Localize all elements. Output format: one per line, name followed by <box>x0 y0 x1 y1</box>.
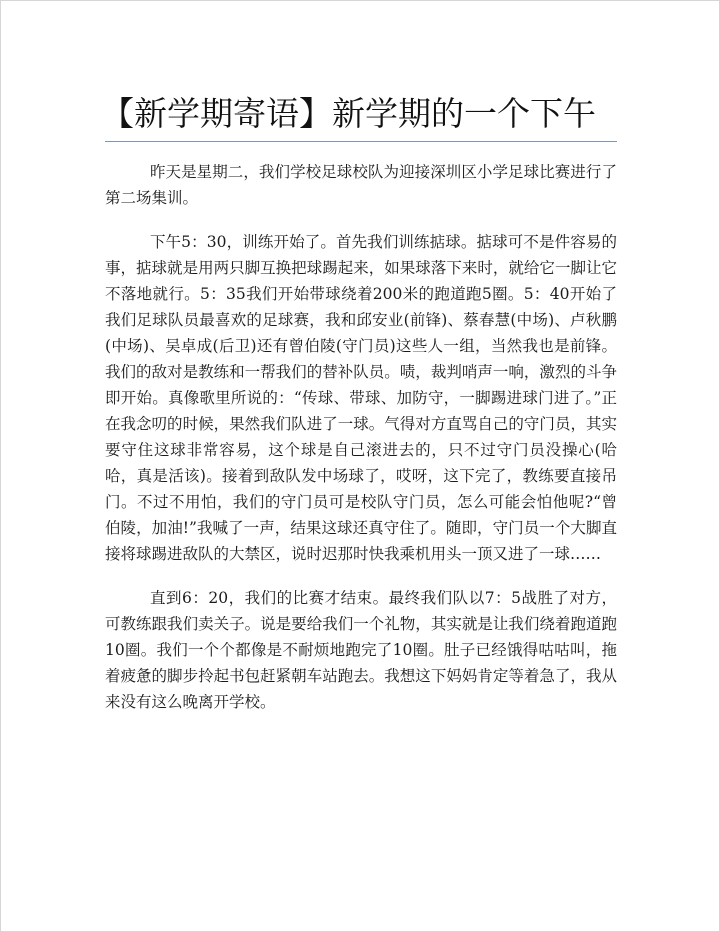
page-title: 【新学期寄语】新学期的一个下午 <box>101 94 596 133</box>
title-divider <box>105 141 617 142</box>
article-body <box>105 159 617 733</box>
paragraph-3: 直到6：20，我们的比赛才结束。最终我们队以7：5战胜了对方，可教练跟我们卖关子。说是要给我们一个礼物，其实就是让我们绕着跑道跑10圈。我们一个个都像是不耐烦地跑完了10圈。肚子已经饿得咕咕叫，拖着疲惫的脚步拎起书包赶紧朝车站跑去。我想这下妈妈肯定等着急了，我从来没有这么晚离开学校。 <box>105 589 617 711</box>
paragraph-1: 昨天是星期二，我们学校足球校队为迎接深圳区小学足球比赛进行了第二场集训。 <box>105 163 617 207</box>
paragraph-2: 下午5：30，训练开始了。首先我们训练掂球。掂球可不是件容易的事，掂球就是用两只脚互换把球踢起来，如果球落下来时，就给它一脚让它不落地就行。5：35我们开始带球绕着200米的跑道跑5圈。5：40开始了我们足球队员最喜欢的足球赛，我和邱安业(前锋)、蔡春慧(中场)、卢秋鹏(中场)、吴卓成(后卫)还有曾伯陵(守门员)这些人一组，当然我也是前锋。我们的敌对是教练和一帮我们的替补队员。啧，裁判哨声一响，激烈的斗争即开始。真像歌里所说的：“传球、带球、加防守，一脚踢进球门进了。”正在我念叨的时候，果然我们队进了一球。气得对方直骂自己的守门员，其实要守住这球非常容易，这个球是自己滚进去的，只不过守门员没操心(哈哈，真是活该)。接着到敌队发中场球了，哎呀，这下完了，教练要直接吊门。不过不用怕，我们的守门员可是校队守门员，怎么可能会怕他呢?“曾伯陵，加油!”我喊了一声，结果这球还真守住了。随即，守门员一个大脚直接将球踢进敌队的大禁区，说时迟那时快我乘机用头一顶又进了一球…… <box>105 233 617 563</box>
